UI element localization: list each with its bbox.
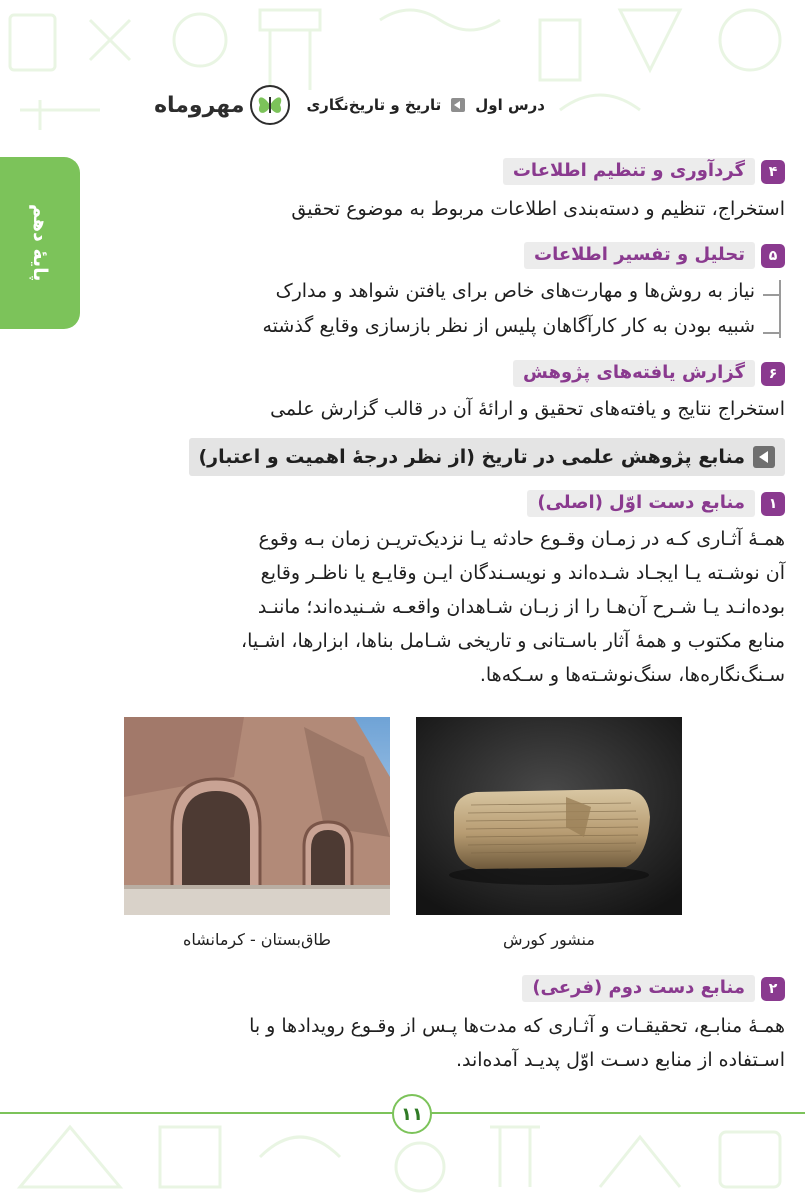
section-text-line: استخراج نتایج و یافته‌های تحقیق و ارائۀ آن در قالب گزارش علمی: [270, 398, 785, 420]
section-6: [105, 360, 785, 430]
breadcrumb-arrow-icon: [451, 98, 465, 112]
section-number-badge: ۶: [761, 362, 785, 386]
section-6-heading: [513, 360, 785, 387]
secondary-sources-section: [105, 975, 785, 1085]
topic-label: تاریخ و تاریخ‌نگاری: [306, 96, 442, 114]
paragraph-line: همـۀ منابـع، تحقیقـات و آثـاری که مدت‌ها پـس از وقـوع رویدادها و با: [249, 1015, 785, 1037]
main-heading-block: [105, 438, 785, 478]
section-number-badge: ۴: [761, 160, 785, 184]
primary-sources-section: [105, 490, 785, 705]
list-bracket-tick: [763, 294, 781, 296]
taq-bostan-caption: طاق‌بستان - کرمانشاه: [182, 930, 332, 949]
section-4-heading: [503, 158, 785, 185]
section-title: تحلیل و تفسیر اطلاعات: [524, 242, 755, 269]
paragraph-line: بوده‌انـد یـا شـرح آن‌هـا را از زبـان شـاهدان واقعـه شـنیده‌اند؛ ماننـد: [257, 596, 785, 618]
cyrus-cylinder-caption: منشور کورش: [503, 930, 595, 949]
paragraph-line: آن نوشـته یـا ایجـاد شـده‌اند و نویسـندگان ایـن وقایـع یا ناظـر وقایع: [260, 562, 785, 584]
section-title: منابع دست دوم (فرعی): [522, 975, 755, 1002]
main-heading-text: منابع پژوهش علمی در تاریخ (از نظر درجۀ اهمیت و اعتبار): [198, 446, 745, 468]
heading-arrow-icon: [753, 446, 775, 468]
taq-bostan-image: [124, 717, 390, 915]
section-text-line: نیاز به روش‌ها و مهارت‌های خاص برای یافتن شواهد و مدارک: [275, 280, 755, 302]
butterfly-icon: [250, 85, 290, 125]
brand-logo: [154, 85, 290, 125]
section-number-badge: ۲: [761, 977, 785, 1001]
grade-side-tab: [0, 157, 80, 329]
paragraph-line: همـۀ آثـاری کـه در زمـان وقـوع حادثه یـا نزدیک‌تریـن زمان بـه وقوع: [258, 528, 785, 550]
primary-sources-heading: [527, 490, 785, 517]
page-number: ۱۱: [392, 1094, 432, 1134]
section-5-heading: [524, 242, 785, 269]
grade-label: پایۀ دهم: [29, 204, 51, 282]
lesson-label: درس اول: [475, 96, 545, 114]
list-bracket-tick: [763, 332, 781, 334]
paragraph-line: منابع مکتوب و همۀ آثار باسـتانی و تاریخی شـامل بناها، ابزارها، اشـیا،: [240, 630, 785, 652]
paragraph-line: اسـتفاده از منابع دسـت اوّل پدیـد آمده‌اند.: [455, 1049, 785, 1071]
section-text-line: شبیه بودن به کار کارآگاهان پلیس از نظر بازسازی وقایع گذشته: [262, 315, 755, 337]
secondary-sources-heading: [522, 975, 785, 1002]
page-header: [115, 80, 545, 130]
section-4: [105, 158, 785, 228]
main-heading: [189, 438, 786, 476]
brand-name: مهروماه: [154, 92, 245, 118]
section-title: منابع دست اوّل (اصلی): [527, 490, 755, 517]
section-number-badge: ۵: [761, 244, 785, 268]
section-number-badge: ۱: [761, 492, 785, 516]
list-bracket: [767, 280, 781, 338]
section-title: گزارش یافته‌های پژوهش: [513, 360, 755, 387]
cyrus-cylinder-image: [416, 717, 682, 915]
section-text-line: استخراج، تنظیم و دسته‌بندی اطلاعات مربوط به موضوع تحقیق: [291, 198, 785, 220]
paragraph-line: سـنگ‌نگاره‌ها، سنگ‌نوشـته‌ها و سـکه‌ها.: [479, 664, 785, 686]
section-title: گردآوری و تنظیم اطلاعات: [503, 158, 755, 185]
section-5: [105, 242, 785, 342]
